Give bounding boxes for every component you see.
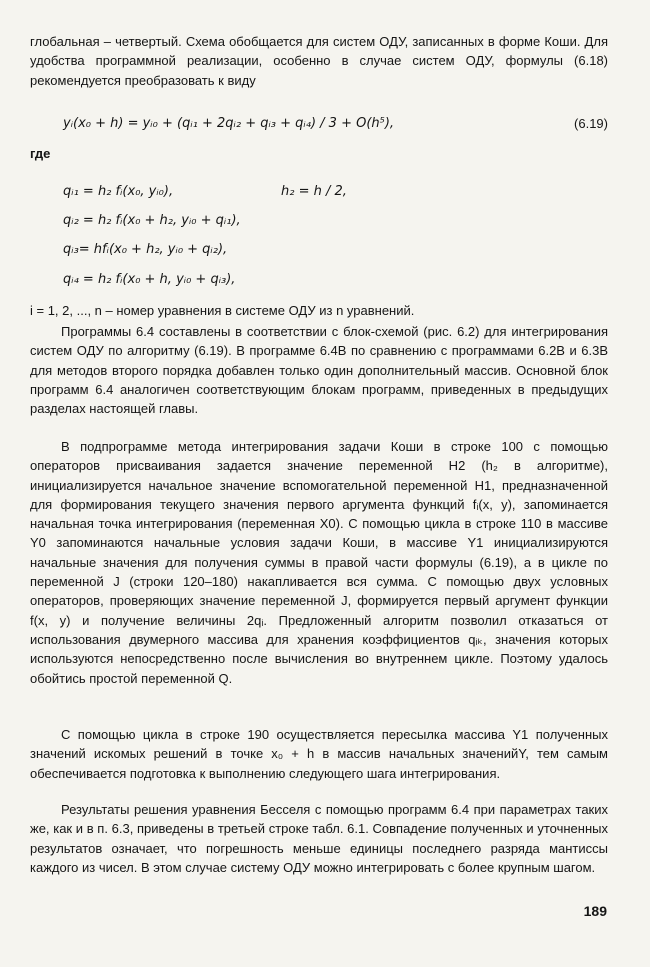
page-number: 189 xyxy=(583,903,607,919)
intro-paragraph: глобальная – четвертый. Схема обобщается для систем ОДУ, записанных в форме Коши. Для удобства программной реализации, особенно в случае систем ОДУ, формулы (6.18) рекомендуется преобразовать к виду xyxy=(30,34,608,88)
def-q3: qᵢ₃= hfᵢ(x₀ + h₂, yᵢ₀ + qᵢ₂), xyxy=(63,242,228,257)
def-q4: qᵢ₄ = h₂ fᵢ(x₀ + h, yᵢ₀ + qᵢ₃), xyxy=(63,272,236,287)
main-formula: yᵢ(x₀ + h) = yᵢ₀ + (qᵢ₁ + 2qᵢ₂ + qᵢ₃ + qᵢ₄) / 3 + O(h⁵), xyxy=(63,116,395,131)
index-note: i = 1, 2, ..., n – номер уравнения в системе ОДУ из n уравнений. xyxy=(30,303,415,318)
def-q2: qᵢ₂ = h₂ fᵢ(x₀ + h₂, yᵢ₀ + qᵢ₁), xyxy=(63,213,241,228)
paragraph-2: В подпрограмме метода интегрирования задачи Коши в строке 100 с помощью операторов присваивания задается значение переменной H2 (h₂ в алгоритме), инициализируется начальное значение вспомогательной переменной H1, предназначенной для формирования текущего значения первого аргумента функций fᵢ(x, y), запоминается начальная точка интегрирования (переменная X0). С помощью цикла в строке 110 в массиве Y0 запоминаются начальные условия задачи Коши, в массиве Y1 инициализируются начальные значения для получения суммы в правой части формулы (6.19), а в цикле по переменной J (строки 120–180) накапливается вся сумма. С помощью двух условных операторов, проверяющих значение переменной J, формируется первый аргумент функции f(x, y) и получение величины 2qᵢ. Предложенный алгоритм позволил отказаться от использования двумерного массива для хранения коэффициентов qᵢₖ, значения которых используются непосредственно после вычисления во внутреннем цикле. Поэтому удалось обойтись простой переменной Q. xyxy=(30,439,608,686)
def-h2: h₂ = h / 2, xyxy=(281,184,347,199)
paragraph-4: Результаты решения уравнения Бесселя с помощью программ 6.4 при параметрах таких же, как и в п. 6.3, приведены в третьей строке табл. 6.1. Совпадение полученных и уточненных результатов означает, что погрешность меньше единицы последнего разряда мантиссы каждого из чисел. В этом случае систему ОДУ можно интегрировать с более крупным шагом. xyxy=(30,802,608,875)
paragraph-3: С помощью цикла в строке 190 осуществляется пересылка массива Y1 полученных значений искомых решений в точке x₀ + h в массив начальных значенийY, тем самым обеспечивается подготовка к выполнению следующего шага интегрирования. xyxy=(30,727,608,781)
formula-number: (6.19) xyxy=(574,116,608,131)
where-label: где xyxy=(30,146,51,161)
def-q1: qᵢ₁ = h₂ fᵢ(x₀, yᵢ₀), xyxy=(63,184,174,199)
paragraph-1: Программы 6.4 составлены в соответствии с блок-схемой (рис. 6.2) для интегрирования систем ОДУ по алгоритму (6.19). В программе 6.4B по сравнению с программами 6.2B и 6.3B для методов второго порядка добавлен только один дополнительный массив. Основной блок программ 6.4 аналогичен соответствующим блокам программ, приведенных в предыдущих разделах настоящей главы. xyxy=(30,324,608,417)
